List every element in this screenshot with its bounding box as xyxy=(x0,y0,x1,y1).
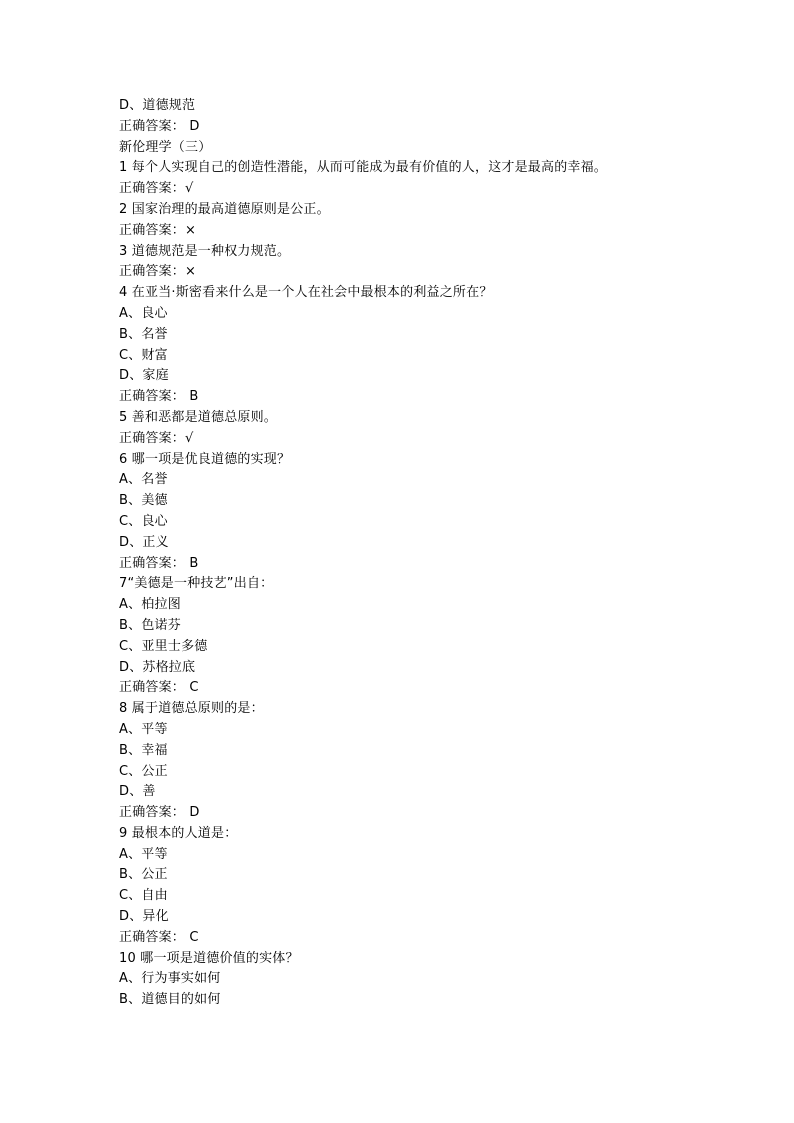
question-line: 10 哪一项是道德价值的实体？ xyxy=(119,950,299,966)
option-line: A、平等 xyxy=(119,721,168,737)
option-line: A、良心 xyxy=(119,305,168,321)
question-line: 3 道德规范是一种权力规范。 xyxy=(119,243,291,259)
option-line: B、色诺芬 xyxy=(119,617,181,633)
question-line: 4 在亚当·斯密看来什么是一个人在社会中最根本的利益之所在？ xyxy=(119,285,493,301)
question-line: 2 国家治理的最高道德原则是公正。 xyxy=(119,201,330,217)
option-line: D、正义 xyxy=(119,534,169,550)
option-line: C、良心 xyxy=(119,513,168,529)
document-page xyxy=(119,96,759,1011)
answer-line: 正确答案：√ xyxy=(119,430,194,446)
question-line: 9 最根本的人道是： xyxy=(119,825,238,841)
answer-line: 正确答案： C xyxy=(119,929,199,945)
answer-line: 正确答案： C xyxy=(119,680,199,696)
option-line: D、善 xyxy=(119,784,156,800)
option-line: D、异化 xyxy=(119,909,169,925)
option-line: C、财富 xyxy=(119,347,168,363)
option-line: B、美德 xyxy=(119,493,168,509)
option-line: B、道德目的如何 xyxy=(119,992,221,1008)
option-line: A、名誉 xyxy=(119,472,168,488)
option-line: B、幸福 xyxy=(119,742,168,758)
option-line: A、柏拉图 xyxy=(119,597,181,613)
answer-line: 正确答案：× xyxy=(119,222,197,238)
question-line: 6 哪一项是优良道德的实现？ xyxy=(119,451,291,467)
option-line: B、名誉 xyxy=(119,326,168,342)
answer-line: 正确答案： B xyxy=(119,555,199,571)
question-line: 1 每个人实现自己的创造性潜能，从而可能成为最有价值的人，这才是最高的幸福。 xyxy=(119,160,608,176)
option-line: D、道德规范 xyxy=(119,98,196,113)
option-line: A、行为事实如何 xyxy=(119,971,221,987)
option-line: A、平等 xyxy=(119,846,168,862)
answer-line: 正确答案：× xyxy=(119,264,197,280)
question-line: 7“美德是一种技艺”出自： xyxy=(119,576,274,592)
option-line: B、公正 xyxy=(119,867,168,883)
option-line: D、苏格拉底 xyxy=(119,659,196,675)
option-line: C、亚里士多德 xyxy=(119,638,208,654)
answer-line: 正确答案： B xyxy=(119,389,199,405)
question-line: 5 善和恶都是道德总原则。 xyxy=(119,409,278,425)
option-line: C、公正 xyxy=(119,763,168,779)
section-heading: 新伦理学（三） xyxy=(119,139,212,155)
answer-line: 正确答案：√ xyxy=(119,181,194,197)
answer-line: 正确答案： D xyxy=(119,118,200,134)
option-line: D、家庭 xyxy=(119,368,169,384)
option-line: C、自由 xyxy=(119,888,168,904)
question-line: 8 属于道德总原则的是： xyxy=(119,701,264,717)
answer-line: 正确答案： D xyxy=(119,805,200,821)
